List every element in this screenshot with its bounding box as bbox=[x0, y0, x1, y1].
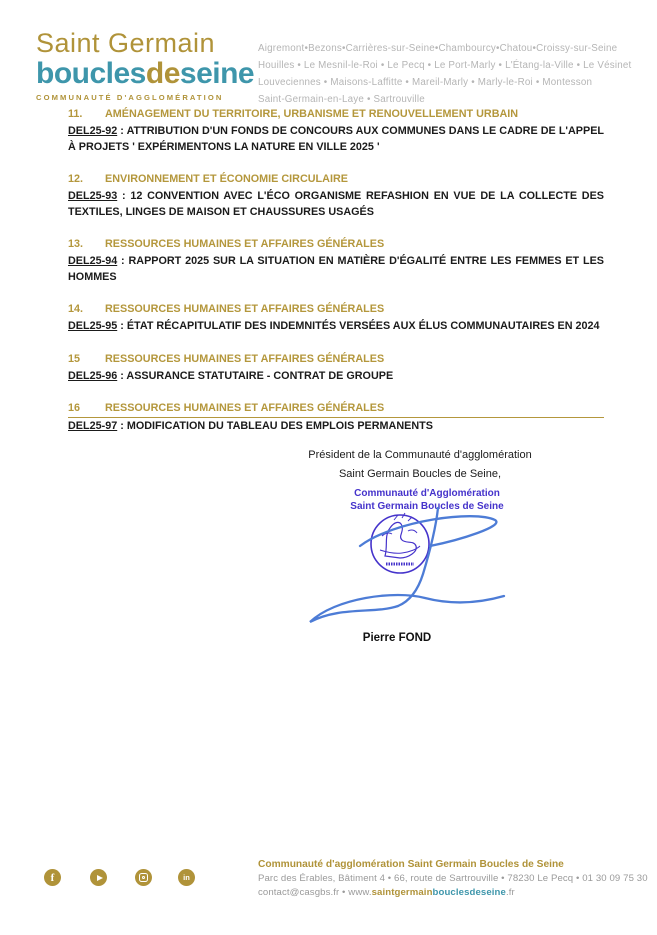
item-category: RESSOURCES HUMAINES ET AFFAIRES GÉNÉRALES bbox=[105, 402, 385, 414]
stamp-line1: Communauté d'Agglomération bbox=[354, 488, 500, 499]
item-category-heading bbox=[68, 401, 604, 418]
instagram-icon[interactable] bbox=[135, 869, 152, 886]
item-description bbox=[68, 254, 604, 285]
deliberation-ref: DEL25-92 bbox=[68, 125, 118, 137]
deliberation-item bbox=[68, 352, 604, 385]
ref-separator: : bbox=[117, 255, 129, 267]
item-category-heading bbox=[68, 352, 604, 368]
seal-and-signature bbox=[290, 506, 520, 634]
deliberation-title: ASSURANCE STATUTAIRE - CONTRAT DE GROUPE bbox=[126, 369, 394, 382]
deliberation-ref: DEL25-95 bbox=[68, 320, 118, 332]
agglomeration-logo bbox=[36, 30, 254, 102]
deliberation-item bbox=[68, 302, 604, 335]
item-description bbox=[68, 124, 604, 155]
item-category-heading bbox=[68, 172, 604, 188]
item-number: 13. bbox=[68, 238, 84, 250]
ref-separator: : bbox=[117, 190, 131, 202]
footer-bullet: • bbox=[339, 886, 349, 898]
deliberation-ref: DEL25-94 bbox=[68, 255, 118, 267]
footer-email[interactable]: contact@casgbs.fr bbox=[258, 886, 340, 898]
president-title-line2: Saint Germain Boucles de Seine, bbox=[338, 468, 502, 480]
item-category-heading bbox=[68, 237, 604, 253]
president-title bbox=[250, 446, 590, 484]
item-number: 14. bbox=[68, 303, 84, 315]
youtube-icon[interactable] bbox=[90, 869, 107, 886]
deliberation-title: 12 CONVENTION AVEC L'ÉCO ORGANISME REFASHION EN VUE DE LA COLLECTE DES TEXTILES, LINGES DE MAISON ET CHAUSSURES USAGÉS bbox=[68, 190, 604, 218]
item-category: ENVIRONNEMENT ET ÉCONOMIE CIRCULAIRE bbox=[105, 173, 348, 185]
communes-line: Houilles • Le Mesnil-le-Roi • Le Pecq • Le Port-Marly • L'Étang-la-Ville • Le Vésinet bbox=[258, 60, 632, 71]
item-number: 11. bbox=[68, 108, 83, 120]
facebook-icon[interactable]: f bbox=[44, 869, 61, 886]
ref-separator: : bbox=[117, 369, 127, 382]
stamp-line2: Saint Germain Boucles de Seine bbox=[350, 500, 504, 512]
item-category-heading bbox=[68, 107, 604, 123]
ref-separator: : bbox=[117, 125, 127, 137]
footer-contact-block bbox=[258, 857, 653, 899]
ref-separator: : bbox=[117, 420, 127, 432]
deliberations-list bbox=[68, 107, 604, 452]
deliberation-item bbox=[68, 401, 604, 435]
footer-address: Parc des Érables, Bâtiment 4 • 66, route de Sartrouville • 78230 Le Pecq • 01 30 09 75 30 bbox=[258, 873, 648, 884]
footer-website[interactable]: www.saintgermainbouclesdeseine.fr bbox=[348, 886, 515, 898]
footer-contact-line bbox=[258, 886, 653, 900]
item-number: 15 bbox=[68, 352, 81, 365]
item-number: 12. bbox=[68, 173, 84, 185]
item-category: RESSOURCES HUMAINES ET AFFAIRES GÉNÉRALES bbox=[105, 238, 385, 250]
deliberation-title: MODIFICATION DU TABLEAU DES EMPLOIS PERMANENTS bbox=[126, 420, 433, 432]
item-description bbox=[68, 369, 604, 385]
deliberation-item bbox=[68, 172, 604, 220]
item-category: RESSOURCES HUMAINES ET AFFAIRES GÉNÉRALES bbox=[105, 352, 385, 365]
communes-line: Louveciennes • Maisons-Laffitte • Mareil-Marly • Marly-le-Roi • Montesson bbox=[258, 77, 593, 88]
deliberation-item bbox=[68, 107, 604, 155]
logo-boucles: boucles bbox=[36, 57, 146, 90]
president-title-line1: Président de la Communauté d'agglomération bbox=[308, 449, 532, 461]
deliberation-ref: DEL25-97 bbox=[68, 420, 118, 432]
logo-de: de bbox=[145, 57, 180, 90]
linkedin-icon[interactable]: in bbox=[178, 869, 195, 886]
deliberation-title: RAPPORT 2025 SUR LA SITUATION EN MATIÈRE D'ÉGALITÉ ENTRE LES FEMMES ET LES HOMMES bbox=[68, 255, 604, 283]
deliberation-ref: DEL25-96 bbox=[68, 369, 118, 382]
communes-line: Saint-Germain-en-Laye • Sartrouville bbox=[258, 94, 425, 105]
logo-subtitle: COMMUNAUTÉ D'AGGLOMÉRATION bbox=[36, 93, 224, 102]
item-category-heading bbox=[68, 302, 604, 318]
item-description bbox=[68, 189, 604, 220]
logo-line2 bbox=[36, 59, 254, 89]
item-description bbox=[68, 419, 604, 435]
deliberation-ref: DEL25-93 bbox=[68, 190, 118, 202]
deliberation-title: ATTRIBUTION D'UN FONDS DE CONCOURS AUX COMMUNES DANS LE CADRE DE L'APPEL À PROJETS ' EXPÉRIMENTONS LA NATURE EN VILLE 2025 ' bbox=[68, 125, 604, 153]
deliberation-item bbox=[68, 237, 604, 285]
logo-seine: seine bbox=[179, 57, 255, 90]
communes-list bbox=[258, 40, 648, 108]
communes-line: Aigremont•Bezons•Carrières-sur-Seine•Chambourcy•Chatou•Croissy-sur-Seine bbox=[258, 43, 618, 54]
item-category: AMÉNAGEMENT DU TERRITOIRE, URBANISME ET RENOUVELLEMENT URBAIN bbox=[105, 108, 519, 120]
logo-line1: Saint Germain bbox=[36, 28, 216, 58]
signer-name: Pierre FOND bbox=[362, 632, 432, 644]
item-description bbox=[68, 319, 604, 335]
deliberation-title: ÉTAT RÉCAPITULATIF DES INDEMNITÉS VERSÉES AUX ÉLUS COMMUNAUTAIRES EN 2024 bbox=[126, 320, 600, 332]
footer-org-name: Communauté d'agglomération Saint Germain Boucles de Seine bbox=[258, 859, 564, 870]
ref-separator: : bbox=[117, 320, 127, 332]
item-number: 16 bbox=[68, 402, 81, 414]
item-category: RESSOURCES HUMAINES ET AFFAIRES GÉNÉRALES bbox=[105, 303, 385, 315]
